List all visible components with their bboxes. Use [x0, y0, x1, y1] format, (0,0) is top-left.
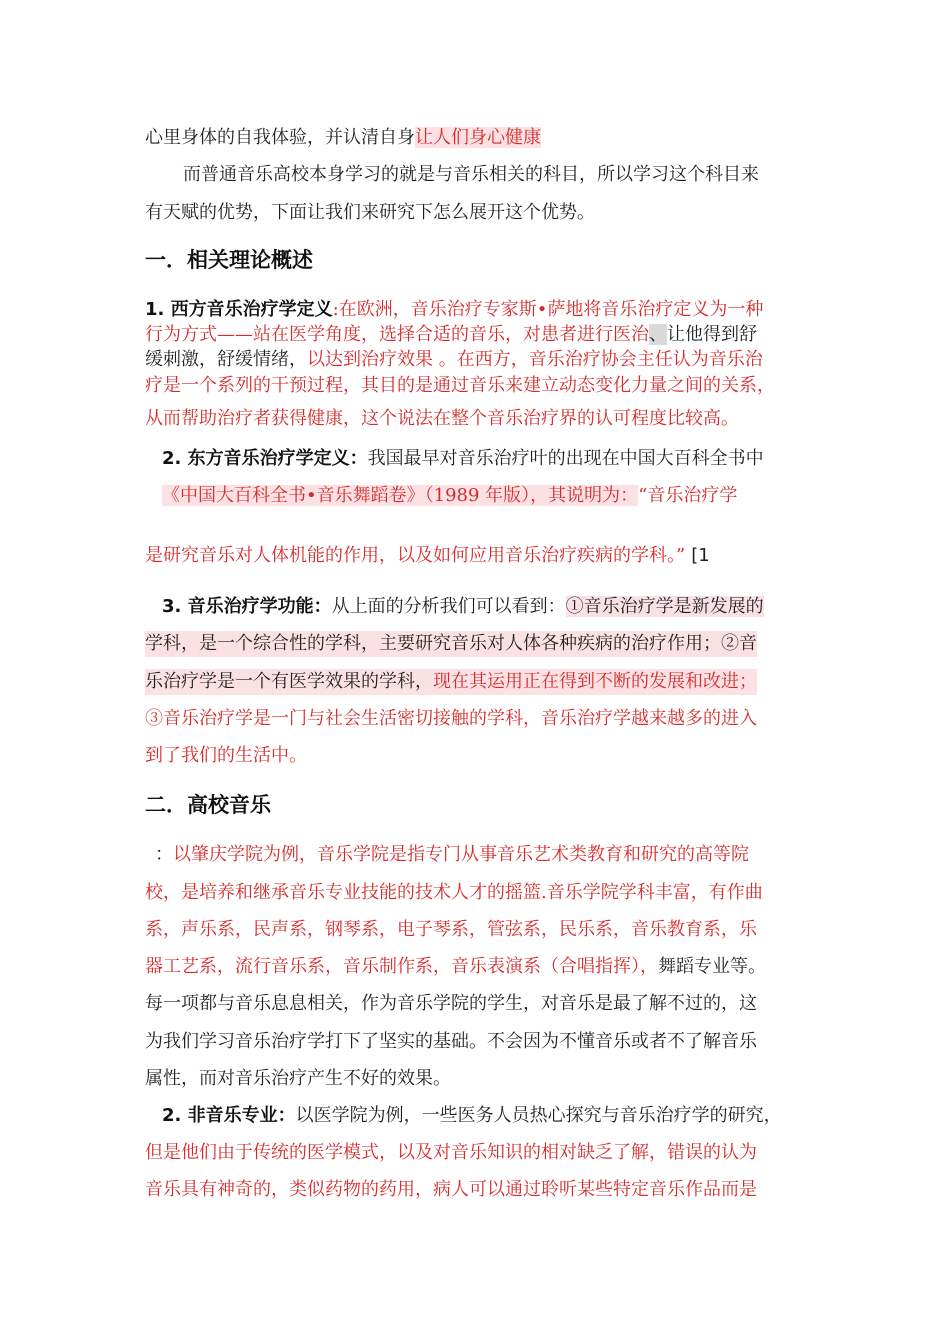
- text-run: ：: [155, 844, 173, 865]
- text-run: 每一项都与音乐息息相关，作为音乐学院的学生，对音乐是最了解不过的，这: [145, 993, 757, 1014]
- text-run: 乐治疗学是一个有医学效果的学科，: [145, 671, 433, 692]
- paragraph-line: [145, 991, 757, 1017]
- text-run: 让他得到舒: [667, 324, 757, 345]
- text-run: 从而帮助治疗者获得健康，这个说法在整个音乐治疗界的认可程度比较高。: [145, 408, 739, 429]
- paragraph-line: [145, 406, 739, 432]
- paragraph-line: [155, 842, 749, 868]
- text-run: :: [332, 299, 339, 320]
- text-run: 行为方式——站在医学角度，选择合适的音乐，对患者进行医治: [145, 324, 649, 345]
- highlighted-text: ①音乐治疗学是新发展的: [565, 596, 764, 617]
- text-run: 为我们学习音乐治疗学打下了坚实的基础。不会因为不懂音乐或者不了解音乐: [145, 1031, 757, 1052]
- text-run: 我国最早对音乐治疗叶的出现在中国大百科全书中: [367, 448, 764, 469]
- item-label: 2. 非音乐专业：: [162, 1105, 296, 1126]
- item-label: 2. 东方音乐治疗学定义：: [162, 448, 368, 469]
- text-run: 器工艺系，流行音乐系，音乐制作系，音乐表演系（合唱指挥），: [145, 956, 658, 977]
- paragraph-line: [145, 917, 757, 943]
- text-run: 、: [649, 324, 667, 345]
- text-run: 到了我们的生活中。: [145, 745, 307, 766]
- text-run: 以达到治疗效果 。在西方，音乐治疗协会主任认为音乐治: [307, 349, 763, 370]
- section-heading: 二．高校音乐: [145, 793, 271, 817]
- text-run: 音乐具有神奇的，类似药物的药用，病人可以通过聆听某些特定音乐作品而是: [145, 1179, 757, 1200]
- text-run: 以肇庆学院为例，音乐学院是指专门从事音乐艺术类教育和研究的高等院: [173, 844, 749, 865]
- text-run: 以医学院为例，一些医务人员热心探究与音乐治疗学的研究，: [295, 1105, 782, 1126]
- citation-mark: [1: [691, 545, 710, 566]
- paragraph-line: [145, 1140, 757, 1166]
- paragraph-line: [162, 446, 764, 472]
- paragraph-line: [145, 543, 710, 569]
- text-run: 但是他们由于传统的医学模式，以及对音乐知识的相对缺乏了解，错误的认为: [145, 1142, 757, 1163]
- text-run: 而普通音乐高校本身学习的就是与音乐相关的科目，所以学习这个科目来: [183, 164, 759, 185]
- text-run: 学科，是一个综合性的学科，主要研究音乐对人体各种疾病的治疗作用；②音: [145, 633, 757, 654]
- paragraph-line: [145, 1066, 451, 1092]
- paragraph-line: [145, 1177, 757, 1203]
- paragraph-line: [145, 322, 757, 348]
- text-run: 从上面的分析我们可以看到：: [331, 596, 566, 617]
- text-run: 有天赋的优势，下面让我们来研究下怎么展开这个优势。: [145, 202, 595, 223]
- paragraph-line: [145, 669, 757, 695]
- paragraph-line: [145, 297, 763, 323]
- text-run: 心里身体的自我体验，并认清自身: [145, 127, 415, 148]
- text-run: 在欧洲，音乐治疗专家斯•萨地将音乐治疗定义为一种: [338, 299, 764, 320]
- paragraph-line: [145, 125, 541, 151]
- text-run: 系，声乐系，民声系，钢琴系，电子琴系，管弦系，民乐系，音乐教育系，乐: [145, 919, 757, 940]
- text-run: 现在其运用正在得到不断的发展和改进；: [433, 671, 757, 692]
- item-label: 3. 音乐治疗学功能：: [162, 596, 332, 617]
- section-heading: 一．相关理论概述: [145, 248, 313, 272]
- paragraph-line: [145, 200, 595, 226]
- paragraph-line: [145, 880, 763, 906]
- highlighted-text: 让人们身心健康: [415, 127, 541, 148]
- paragraph-line: [145, 1029, 757, 1055]
- paragraph-line: [145, 631, 757, 657]
- text-run: “音乐治疗学: [638, 485, 738, 506]
- paragraph-line: [145, 373, 775, 399]
- highlighted-text: 《中国大百科全书•音乐舞蹈卷》（1989 年版），其说明为：: [162, 485, 639, 506]
- paragraph-line: [162, 483, 737, 509]
- text-run: 疗是一个系列的干预过程，其目的是通过音乐来建立动态变化力量之间的关系，: [145, 375, 775, 396]
- text-run: 是研究音乐对人体机能的作用，以及如何应用音乐治疗疾病的学科。”: [145, 545, 686, 566]
- paragraph-line: [145, 954, 766, 980]
- paragraph-line: [145, 347, 763, 373]
- text-run: 舞蹈专业等。: [658, 956, 766, 977]
- text-run: 缓刺激，舒缓情绪，: [145, 349, 307, 370]
- text-run: 属性，而对音乐治疗产生不好的效果。: [145, 1068, 451, 1089]
- paragraph-line: [162, 1103, 782, 1129]
- paragraph-line: [162, 594, 764, 620]
- paragraph-line: [145, 743, 307, 769]
- text-run: 校，是培养和继承音乐专业技能的技术人才的摇篮.音乐学院学科丰富，有作曲: [145, 882, 763, 903]
- item-label: 1. 西方音乐治疗学定义: [145, 299, 333, 320]
- paragraph-line: [145, 706, 757, 732]
- text-run: ③音乐治疗学是一门与社会生活密切接触的学科，音乐治疗学越来越多的进入: [145, 708, 757, 729]
- paragraph-line: [183, 162, 759, 188]
